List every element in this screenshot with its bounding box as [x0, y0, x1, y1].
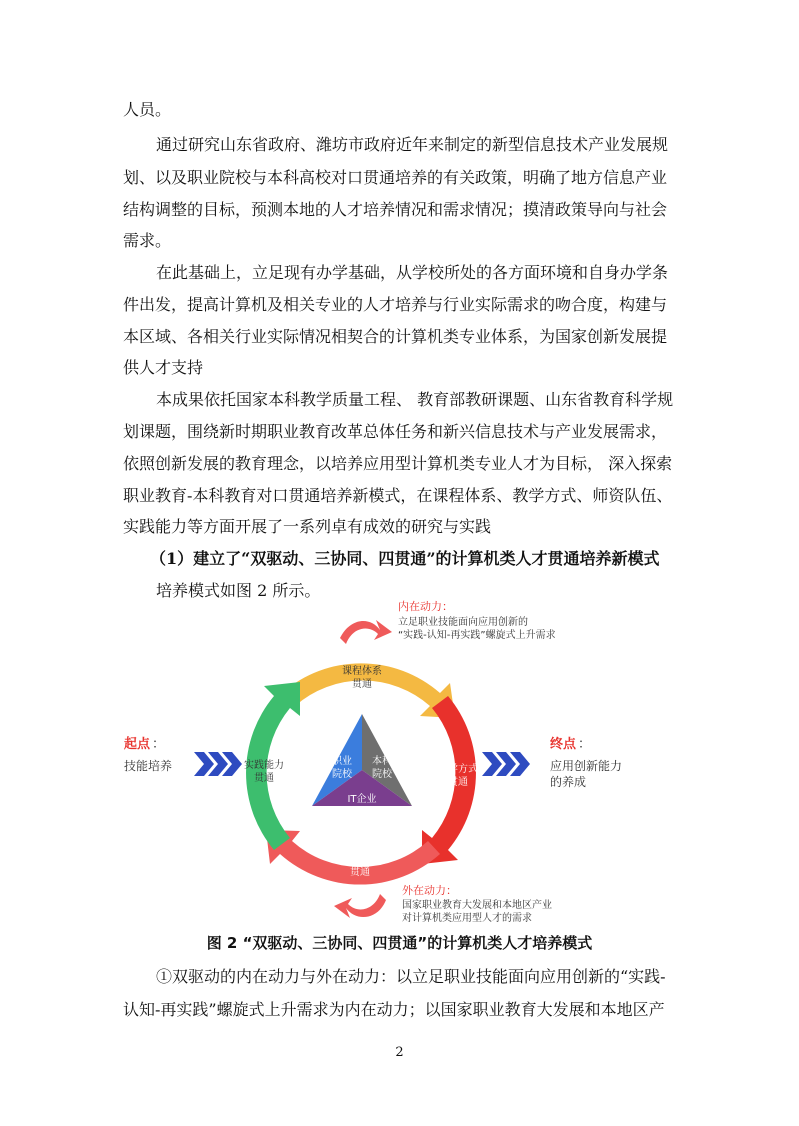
text-line: 培养模式如图 2 所示。	[156, 581, 321, 600]
seg-left-label-1: 实践能力	[244, 760, 284, 771]
outer-force-title: 外在动力：	[402, 884, 457, 897]
end-title: 终点	[550, 737, 577, 752]
tri-right-label-1: 本科	[372, 756, 392, 767]
seg-top-label-2: 贯通	[352, 679, 372, 690]
seg-bottom-label-2: 贯通	[350, 867, 370, 878]
page-number: 2	[395, 1045, 404, 1060]
inner-force-title: 内在动力：	[398, 600, 453, 613]
text-line: 认知-再实践”螺旋式上升需求为内在动力；以国家职业教育大发展和本地区产	[123, 1000, 665, 1019]
text-line: ①双驱动的内在动力与外在动力：以立足职业技能面向应用创新的“实践-	[156, 967, 666, 986]
text-line: 在此基础上，立足现有办学基础，从学校所处的各方面环境和自身办学条	[156, 263, 669, 282]
end-text-2: 的养成	[550, 775, 587, 789]
text-line: 划、以及职业院校与本科高校对口贯通培养的有关政策，明确了地方信息产业	[123, 168, 668, 187]
outer-force-line1: 国家职业教育大发展和本地区产业	[402, 900, 552, 911]
text-line: 实践能力等方面开展了一系列卓有成效的研究与实践	[123, 517, 492, 536]
text-line: 本区域、各相关行业实际情况相契合的计算机类专业体系，为国家创新发展提	[123, 327, 668, 346]
seg-top-label-1: 课程体系	[342, 666, 382, 677]
start-text: 技能培养	[124, 759, 173, 773]
text-line: 件出发，提高计算机及相关专业的人才培养与行业实际需求的吻合度，构建与	[123, 295, 668, 314]
text-line: 人员。	[123, 100, 172, 119]
text-line: 本成果依托国家本科教学质量工程、 教育部教研课题、山东省教育科学规	[156, 390, 674, 409]
tri-bottom-label: IT企业	[347, 794, 377, 805]
text-line: 依照创新发展的教育理念，以培养应用型计算机类专业人才为目标， 深入探索	[123, 454, 673, 473]
training-model-diagram	[0, 598, 799, 928]
seg-right-label-2: 贯通	[448, 777, 468, 788]
section-heading: （1）建立了“双驱动、三协同、四贯通”的计算机类人才贯通培养新模式	[150, 549, 660, 568]
end-chevrons	[482, 752, 530, 776]
start-colon: ：	[152, 737, 166, 752]
seg-left-label-2: 贯通	[254, 773, 274, 784]
text-line: 供人才支持	[123, 358, 204, 377]
seg-right-label-1: 教学方式	[438, 764, 478, 775]
seg-bottom-label-1: 师资队伍	[340, 854, 380, 865]
text-line: 需求。	[123, 231, 172, 250]
text-line: 职业教育-本科教育对口贯通培养新模式，在课程体系、教学方式、师资队伍、	[123, 486, 673, 505]
end-text: 应用创新能力	[550, 759, 623, 773]
tri-left-label-2: 院校	[332, 769, 352, 780]
inner-force-arrow	[340, 620, 392, 644]
text-line: 结构调整的目标，预测本地的人才培养情况和需求情况；摸清政策导向与社会	[123, 200, 668, 219]
text-line: 划课题，围绕新时期职业教育改革总体任务和新兴信息技术与产业发展需求，	[123, 422, 668, 441]
outer-force-line2: 对计算机类应用型人才的需求	[402, 913, 532, 924]
tri-left-label-1: 职业	[332, 756, 352, 767]
end-colon: ：	[578, 737, 592, 752]
figure-caption: 图 2 “双驱动、三协同、四贯通”的计算机类人才培养模式	[206, 934, 593, 952]
start-chevrons	[194, 752, 242, 776]
inner-force-line1: 立足职业技能面向应用创新的	[398, 617, 528, 628]
outer-force-arrow	[334, 894, 386, 918]
start-title: 起点	[124, 737, 151, 752]
text-line: 通过研究山东省政府、潍坊市政府近年来制定的新型信息技术产业发展规	[156, 135, 669, 154]
inner-force-line2: “实践-认知-再实践”螺旋式上升需求	[398, 630, 556, 641]
tri-right-label-2: 院校	[372, 769, 392, 780]
